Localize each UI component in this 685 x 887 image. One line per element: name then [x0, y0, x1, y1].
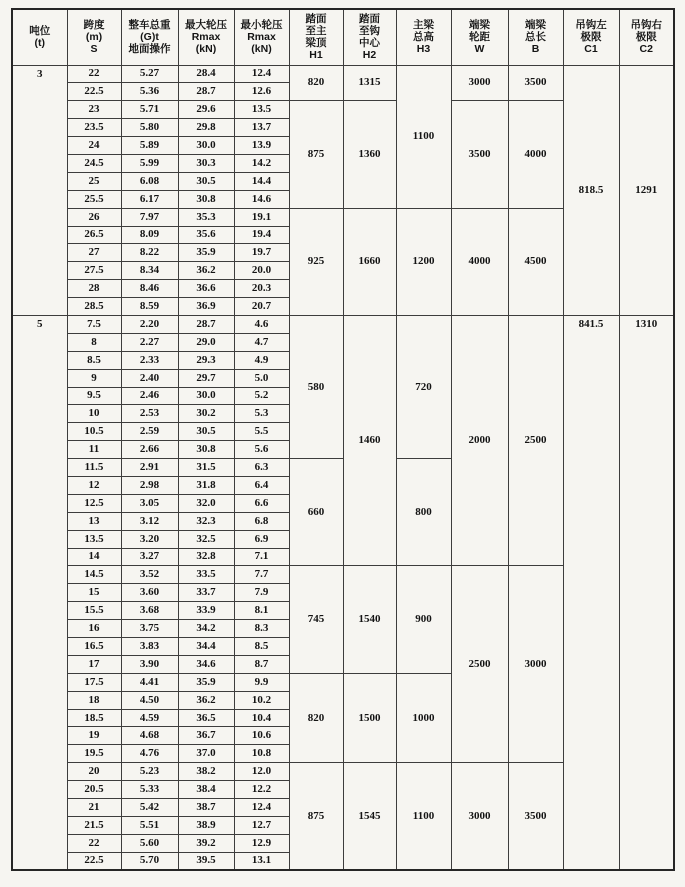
- column-header-line: 最小轮压: [240, 19, 283, 32]
- cell-total-weight: 5.89: [121, 137, 178, 155]
- cell-rmin: 5.5: [234, 423, 289, 441]
- cell-w: 2000: [451, 315, 508, 565]
- cell-total-weight: 3.05: [121, 494, 178, 512]
- cell-rmax: 33.9: [178, 602, 234, 620]
- column-header-w: [451, 9, 508, 65]
- cell-h3: 1100: [396, 65, 451, 208]
- cell-span: 24.5: [67, 154, 121, 172]
- cell-span: 25.5: [67, 190, 121, 208]
- cell-total-weight: 4.41: [121, 673, 178, 691]
- cell-rmin: 4.7: [234, 333, 289, 351]
- cell-rmin: 6.6: [234, 494, 289, 512]
- cell-h3: 1100: [396, 763, 451, 870]
- cell-rmax: 31.5: [178, 459, 234, 477]
- cell-total-weight: 8.59: [121, 298, 178, 316]
- cell-total-weight: 2.91: [121, 459, 178, 477]
- cell-total-weight: 5.99: [121, 154, 178, 172]
- column-header-line: 踏面: [359, 13, 380, 26]
- column-header-line: 端梁: [469, 19, 490, 32]
- column-header-line: 跨度: [83, 19, 105, 32]
- cell-span: 24: [67, 137, 121, 155]
- cell-rmin: 9.9: [234, 673, 289, 691]
- cell-total-weight: 4.59: [121, 709, 178, 727]
- cell-rmax: 36.6: [178, 280, 234, 298]
- column-header-min-wheel-pressure: [234, 9, 289, 65]
- cell-total-weight: 8.46: [121, 280, 178, 298]
- cell-rmax: 30.3: [178, 154, 234, 172]
- cell-span: 23: [67, 101, 121, 119]
- cell-total-weight: 3.83: [121, 638, 178, 656]
- cell-rmin: 10.2: [234, 691, 289, 709]
- cell-rmax: 30.0: [178, 137, 234, 155]
- column-header-line: 梁顶: [305, 37, 327, 50]
- cell-rmax: 35.9: [178, 244, 234, 262]
- cell-total-weight: 2.20: [121, 315, 178, 333]
- cell-total-weight: 2.27: [121, 333, 178, 351]
- column-header-line: 总长: [525, 31, 546, 44]
- cell-h1: 925: [289, 208, 343, 315]
- cell-span: 7.5: [67, 315, 121, 333]
- column-header-line: (t): [34, 37, 45, 50]
- cell-span: 21: [67, 799, 121, 817]
- cell-span: 14.5: [67, 566, 121, 584]
- column-header-line: C1: [584, 43, 598, 56]
- cell-h2: 1660: [343, 208, 396, 315]
- cell-rmin: 6.3: [234, 459, 289, 477]
- cell-span: 17: [67, 655, 121, 673]
- cell-rmax: 34.4: [178, 638, 234, 656]
- cell-rmax: 38.7: [178, 799, 234, 817]
- cell-w: 3000: [451, 65, 508, 101]
- cell-total-weight: 3.52: [121, 566, 178, 584]
- table-header: [12, 9, 674, 65]
- cell-total-weight: 3.90: [121, 655, 178, 673]
- cell-rmax: 29.0: [178, 333, 234, 351]
- cell-tonnage: 5: [12, 315, 67, 870]
- cell-total-weight: 8.22: [121, 244, 178, 262]
- cell-h1: 580: [289, 315, 343, 458]
- cell-rmax: 28.7: [178, 83, 234, 101]
- cell-span: 18: [67, 691, 121, 709]
- cell-rmin: 7.1: [234, 548, 289, 566]
- cell-total-weight: 3.12: [121, 512, 178, 530]
- cell-span: 22: [67, 834, 121, 852]
- table-body: [12, 65, 674, 870]
- cell-rmin: 5.3: [234, 405, 289, 423]
- cell-rmin: 10.8: [234, 745, 289, 763]
- cell-rmax: 30.8: [178, 441, 234, 459]
- cell-rmin: 6.8: [234, 512, 289, 530]
- column-header-line: Rmax: [247, 31, 276, 44]
- cell-total-weight: 7.97: [121, 208, 178, 226]
- cell-total-weight: 3.27: [121, 548, 178, 566]
- cell-total-weight: 3.60: [121, 584, 178, 602]
- cell-rmin: 12.0: [234, 763, 289, 781]
- cell-total-weight: 2.33: [121, 351, 178, 369]
- cell-rmax: 36.7: [178, 727, 234, 745]
- cell-rmax: 32.0: [178, 494, 234, 512]
- cell-span: 22.5: [67, 852, 121, 870]
- cell-rmax: 36.2: [178, 262, 234, 280]
- cell-span: 12: [67, 476, 121, 494]
- cell-rmax: 29.3: [178, 351, 234, 369]
- column-header-h1: [289, 9, 343, 65]
- cell-rmax: 39.5: [178, 852, 234, 870]
- cell-h3: 800: [396, 459, 451, 566]
- cell-span: 15.5: [67, 602, 121, 620]
- cell-h1: 660: [289, 459, 343, 566]
- cell-rmax: 35.9: [178, 673, 234, 691]
- column-header-line: H2: [362, 49, 377, 62]
- cell-rmin: 5.6: [234, 441, 289, 459]
- cell-rmin: 13.9: [234, 137, 289, 155]
- column-header-line: 整车总重: [128, 19, 171, 32]
- cell-rmax: 29.8: [178, 119, 234, 137]
- column-header-b: [508, 9, 563, 65]
- cell-h2: 1360: [343, 101, 396, 208]
- cell-rmin: 13.1: [234, 852, 289, 870]
- cell-h2: 1460: [343, 315, 396, 565]
- cell-span: 26.5: [67, 226, 121, 244]
- cell-b: 4000: [508, 101, 563, 208]
- cell-total-weight: 3.68: [121, 602, 178, 620]
- cell-total-weight: 3.75: [121, 620, 178, 638]
- cell-rmax: 30.2: [178, 405, 234, 423]
- column-header-line: 地面操作: [128, 43, 171, 56]
- cell-span: 25: [67, 172, 121, 190]
- column-header-line: 至主: [305, 25, 327, 38]
- cell-rmin: 20.3: [234, 280, 289, 298]
- cell-rmax: 32.5: [178, 530, 234, 548]
- cell-span: 28.5: [67, 298, 121, 316]
- column-header-line: (kN): [195, 43, 217, 56]
- cell-h2: 1540: [343, 566, 396, 673]
- column-header-line: 端梁: [525, 19, 546, 32]
- cell-span: 12.5: [67, 494, 121, 512]
- cell-rmax: 29.6: [178, 101, 234, 119]
- cell-h1: 745: [289, 566, 343, 673]
- cell-span: 27: [67, 244, 121, 262]
- cell-rmax: 36.5: [178, 709, 234, 727]
- column-header-line: 吊钩右: [630, 19, 662, 32]
- cell-w: 2500: [451, 566, 508, 763]
- crane-spec-table: [11, 8, 675, 871]
- cell-b: 3500: [508, 65, 563, 101]
- cell-total-weight: 2.66: [121, 441, 178, 459]
- cell-span: 9: [67, 369, 121, 387]
- cell-c2: 1310: [619, 315, 674, 870]
- cell-h2: 1500: [343, 673, 396, 762]
- cell-rmin: 19.1: [234, 208, 289, 226]
- cell-span: 16: [67, 620, 121, 638]
- cell-total-weight: 5.36: [121, 83, 178, 101]
- cell-total-weight: 5.80: [121, 119, 178, 137]
- column-header-line: 踏面: [305, 13, 327, 26]
- cell-rmax: 39.2: [178, 834, 234, 852]
- column-header-h2: [343, 9, 396, 65]
- cell-total-weight: 5.70: [121, 852, 178, 870]
- column-header-line: C2: [639, 43, 653, 56]
- cell-h1: 820: [289, 65, 343, 101]
- cell-total-weight: 4.68: [121, 727, 178, 745]
- column-header-line: 吊钩左: [575, 19, 607, 32]
- cell-span: 23.5: [67, 119, 121, 137]
- cell-rmax: 30.5: [178, 423, 234, 441]
- cell-rmin: 14.6: [234, 190, 289, 208]
- cell-rmin: 8.5: [234, 638, 289, 656]
- column-header-line: 最大轮压: [185, 19, 227, 32]
- cell-total-weight: 5.42: [121, 799, 178, 817]
- cell-rmin: 13.7: [234, 119, 289, 137]
- cell-total-weight: 5.33: [121, 781, 178, 799]
- cell-rmax: 35.6: [178, 226, 234, 244]
- cell-span: 8: [67, 333, 121, 351]
- cell-total-weight: 8.09: [121, 226, 178, 244]
- cell-rmax: 30.8: [178, 190, 234, 208]
- column-header-line: H1: [309, 49, 323, 62]
- column-header-line: Rmax: [191, 31, 221, 44]
- cell-rmax: 38.4: [178, 781, 234, 799]
- column-header-line: 极限: [580, 31, 602, 44]
- column-header-h3: [396, 9, 451, 65]
- cell-span: 22: [67, 65, 121, 83]
- cell-b: 4500: [508, 208, 563, 315]
- column-header-line: 极限: [635, 31, 657, 44]
- cell-rmax: 29.7: [178, 369, 234, 387]
- cell-rmin: 4.6: [234, 315, 289, 333]
- column-header-c1: [563, 9, 619, 65]
- cell-total-weight: 2.46: [121, 387, 178, 405]
- cell-total-weight: 3.20: [121, 530, 178, 548]
- column-header-line: 至钩: [359, 25, 380, 38]
- cell-rmax: 30.0: [178, 387, 234, 405]
- cell-span: 26: [67, 208, 121, 226]
- cell-total-weight: 4.76: [121, 745, 178, 763]
- column-header-max-wheel-pressure: [178, 9, 234, 65]
- cell-total-weight: 5.60: [121, 834, 178, 852]
- column-header-tonnage: [12, 9, 67, 65]
- cell-rmax: 28.7: [178, 315, 234, 333]
- cell-h3: 900: [396, 566, 451, 673]
- cell-span: 8.5: [67, 351, 121, 369]
- cell-span: 22.5: [67, 83, 121, 101]
- cell-span: 10: [67, 405, 121, 423]
- cell-rmin: 20.0: [234, 262, 289, 280]
- cell-rmin: 19.7: [234, 244, 289, 262]
- cell-rmax: 31.8: [178, 476, 234, 494]
- cell-total-weight: 2.98: [121, 476, 178, 494]
- cell-span: 11: [67, 441, 121, 459]
- column-header-span: [67, 9, 121, 65]
- cell-rmin: 8.7: [234, 655, 289, 673]
- cell-rmin: 14.2: [234, 154, 289, 172]
- cell-rmax: 33.5: [178, 566, 234, 584]
- cell-total-weight: 6.08: [121, 172, 178, 190]
- cell-total-weight: 2.40: [121, 369, 178, 387]
- cell-h3: 720: [396, 315, 451, 458]
- cell-span: 17.5: [67, 673, 121, 691]
- cell-h3: 1000: [396, 673, 451, 762]
- cell-total-weight: 2.53: [121, 405, 178, 423]
- column-header-line: H3: [416, 43, 431, 56]
- cell-span: 14: [67, 548, 121, 566]
- cell-rmax: 33.7: [178, 584, 234, 602]
- cell-rmin: 12.2: [234, 781, 289, 799]
- cell-h1: 875: [289, 101, 343, 208]
- cell-rmin: 19.4: [234, 226, 289, 244]
- table-row: [12, 315, 674, 333]
- cell-span: 20: [67, 763, 121, 781]
- cell-rmin: 10.4: [234, 709, 289, 727]
- cell-c1: 818.5: [563, 65, 619, 315]
- cell-w: 3500: [451, 101, 508, 208]
- cell-rmin: 8.3: [234, 620, 289, 638]
- cell-rmax: 34.6: [178, 655, 234, 673]
- cell-rmax: 34.2: [178, 620, 234, 638]
- column-header-total-weight: [121, 9, 178, 65]
- cell-rmax: 38.2: [178, 763, 234, 781]
- cell-rmin: 5.0: [234, 369, 289, 387]
- cell-rmax: 32.3: [178, 512, 234, 530]
- cell-rmin: 12.4: [234, 65, 289, 83]
- cell-rmin: 10.6: [234, 727, 289, 745]
- cell-span: 21.5: [67, 816, 121, 834]
- cell-rmax: 35.3: [178, 208, 234, 226]
- column-header-line: 中心: [359, 37, 380, 50]
- cell-h1: 820: [289, 673, 343, 762]
- cell-b: 3500: [508, 763, 563, 870]
- cell-span: 18.5: [67, 709, 121, 727]
- column-header-c2: [619, 9, 674, 65]
- cell-span: 16.5: [67, 638, 121, 656]
- cell-rmax: 28.4: [178, 65, 234, 83]
- cell-total-weight: 4.50: [121, 691, 178, 709]
- cell-total-weight: 8.34: [121, 262, 178, 280]
- column-header-line: 主梁: [413, 19, 434, 32]
- cell-c1: 841.5: [563, 315, 619, 870]
- cell-rmin: 12.6: [234, 83, 289, 101]
- cell-total-weight: 2.59: [121, 423, 178, 441]
- column-header-line: S: [90, 43, 98, 56]
- cell-rmax: 30.5: [178, 172, 234, 190]
- cell-span: 19: [67, 727, 121, 745]
- cell-rmax: 32.8: [178, 548, 234, 566]
- cell-rmin: 4.9: [234, 351, 289, 369]
- column-header-line: 总高: [413, 31, 434, 44]
- cell-rmax: 36.2: [178, 691, 234, 709]
- column-header-line: (kN): [251, 43, 272, 56]
- cell-w: 4000: [451, 208, 508, 315]
- cell-rmin: 20.7: [234, 298, 289, 316]
- cell-c2: 1291: [619, 65, 674, 315]
- cell-total-weight: 5.71: [121, 101, 178, 119]
- cell-span: 13.5: [67, 530, 121, 548]
- column-header-line: 吨位: [29, 25, 51, 38]
- cell-total-weight: 6.17: [121, 190, 178, 208]
- cell-rmin: 12.7: [234, 816, 289, 834]
- cell-rmin: 14.4: [234, 172, 289, 190]
- cell-span: 11.5: [67, 459, 121, 477]
- cell-rmin: 7.7: [234, 566, 289, 584]
- cell-b: 2500: [508, 315, 563, 565]
- cell-h2: 1545: [343, 763, 396, 870]
- cell-h3: 1200: [396, 208, 451, 315]
- cell-rmin: 6.9: [234, 530, 289, 548]
- cell-rmax: 38.9: [178, 816, 234, 834]
- cell-rmax: 36.9: [178, 298, 234, 316]
- column-header-line: W: [474, 43, 485, 56]
- cell-rmin: 5.2: [234, 387, 289, 405]
- cell-rmin: 7.9: [234, 584, 289, 602]
- cell-tonnage: 3: [12, 65, 67, 315]
- cell-rmin: 12.9: [234, 834, 289, 852]
- column-header-line: (G)t: [140, 31, 159, 44]
- cell-w: 3000: [451, 763, 508, 870]
- cell-span: 10.5: [67, 423, 121, 441]
- cell-span: 13: [67, 512, 121, 530]
- cell-rmin: 13.5: [234, 101, 289, 119]
- column-header-line: (m): [85, 31, 103, 44]
- cell-span: 28: [67, 280, 121, 298]
- column-header-line: B: [531, 43, 540, 56]
- column-header-line: 轮距: [469, 31, 490, 44]
- cell-total-weight: 5.27: [121, 65, 178, 83]
- cell-h2: 1315: [343, 65, 396, 101]
- cell-span: 27.5: [67, 262, 121, 280]
- cell-rmin: 8.1: [234, 602, 289, 620]
- cell-span: 9.5: [67, 387, 121, 405]
- cell-span: 15: [67, 584, 121, 602]
- cell-span: 20.5: [67, 781, 121, 799]
- table-header-row: [12, 9, 674, 65]
- cell-rmin: 12.4: [234, 799, 289, 817]
- cell-b: 3000: [508, 566, 563, 763]
- cell-rmin: 6.4: [234, 476, 289, 494]
- cell-total-weight: 5.51: [121, 816, 178, 834]
- table-row: [12, 65, 674, 83]
- cell-rmax: 37.0: [178, 745, 234, 763]
- cell-span: 19.5: [67, 745, 121, 763]
- cell-h1: 875: [289, 763, 343, 870]
- cell-total-weight: 5.23: [121, 763, 178, 781]
